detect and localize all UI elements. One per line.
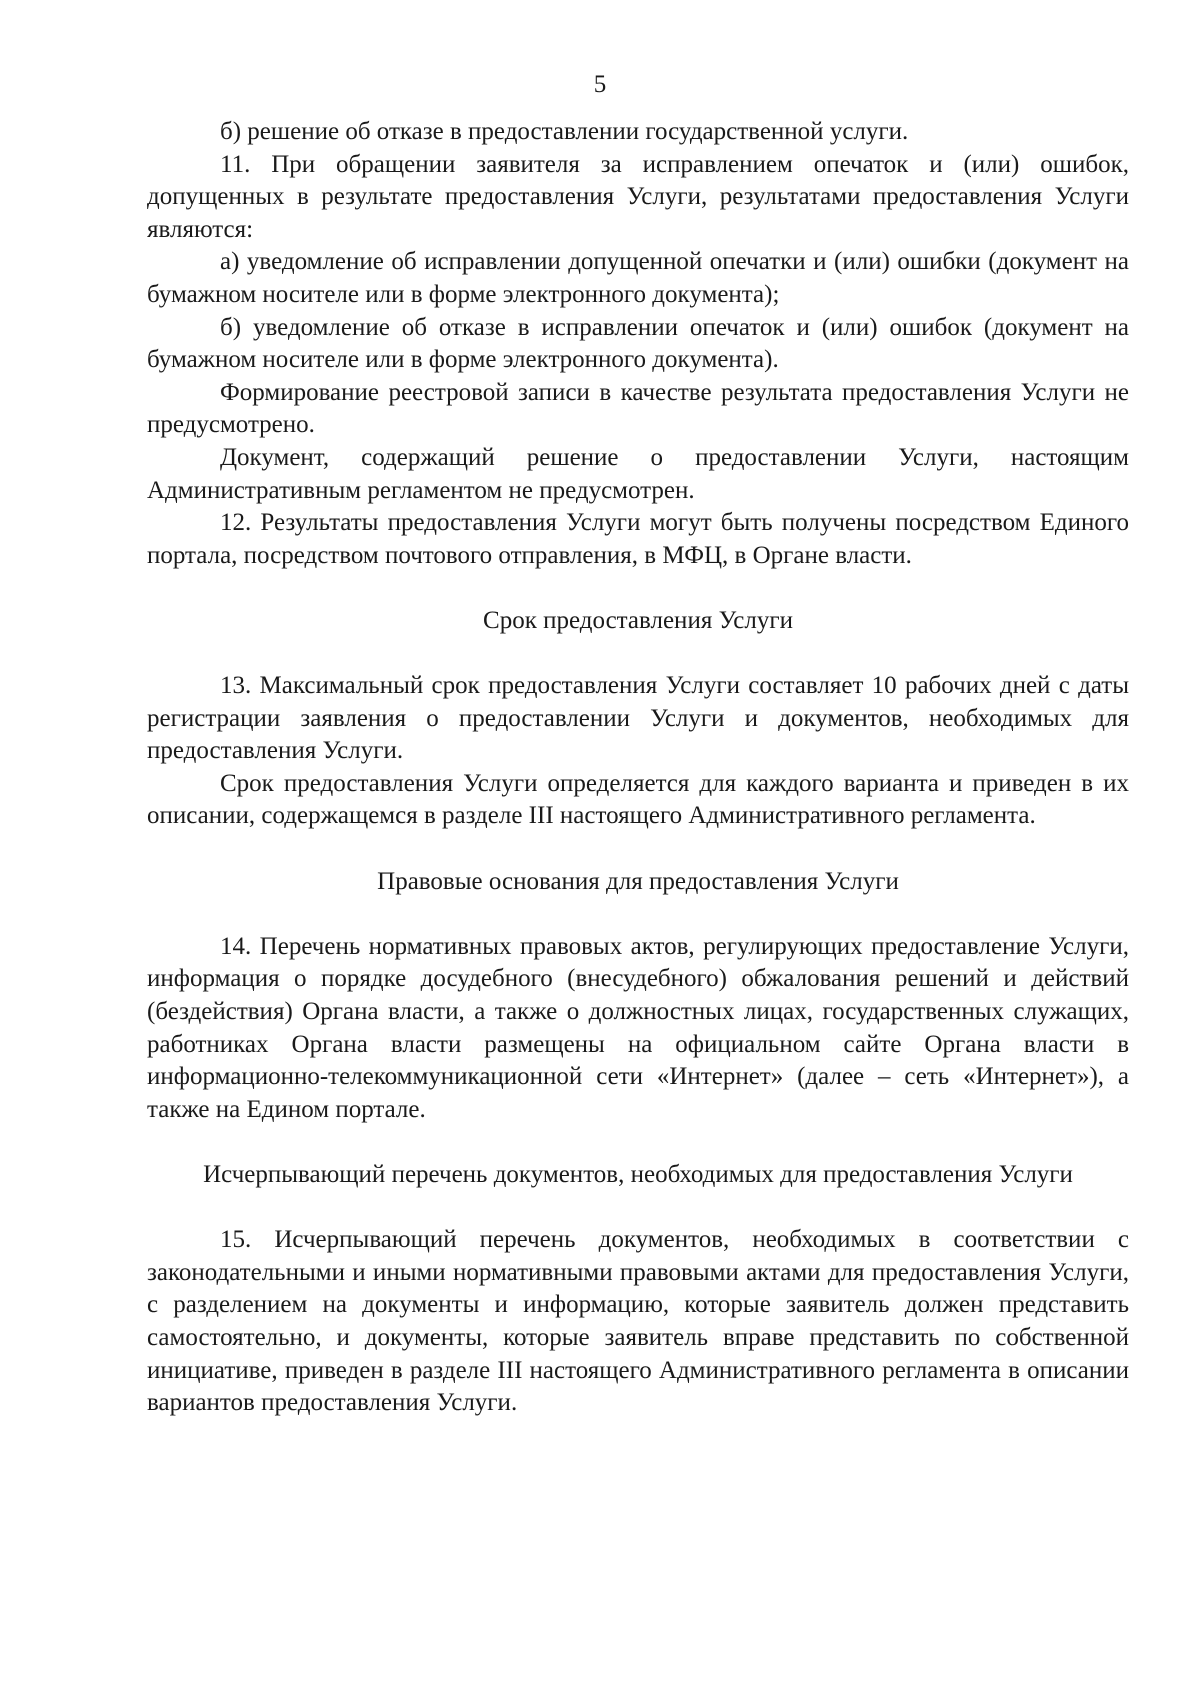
section-gap	[147, 572, 1129, 605]
para-11a: а) уведомление об исправлении допущенной опечатки и (или) ошибки (документ на бумажном носителе или в форме электронного документа);	[147, 248, 1129, 308]
section-gap	[147, 898, 1129, 931]
para-11: 11. При обращении заявителя за исправлением опечаток и (или) ошибок, допущенных в результате предоставления Услуги, результатами предоставления Услуги являются:	[147, 150, 1129, 243]
para-13-term-variant: Срок предоставления Услуги определяется для каждого варианта и приведен в их описании, содержащемся в разделе III настоящего Административного регламента.	[147, 769, 1129, 830]
section-gap	[147, 1126, 1129, 1159]
para-12: 12. Результаты предоставления Услуги могут быть получены посредством Единого портала, посредством почтового отправления, в МФЦ, в Органе власти.	[147, 509, 1129, 569]
heading-legal-grounds: Правовые основания для предоставления Услуги	[377, 867, 899, 895]
para-10b: б) решение об отказе в предоставлении государственной услуги.	[220, 118, 909, 145]
document-body	[147, 116, 1129, 1420]
para-15: 15. Исчерпывающий перечень документов, необходимых в соответствии с законодательными и иными нормативными правовыми актами для предоставления Услуги, с разделением на документы и информацию, которые заявитель должен представить самостоятельно, и документы, которые заявитель вправе представить по собственной инициативе, приведен в разделе III настоящего Административного регламента в описании вариантов предоставления Услуги.	[147, 1226, 1129, 1417]
section-gap	[147, 833, 1129, 866]
para-13: 13. Максимальный срок предоставления Услуги составляет 10 рабочих дней с даты регистрации заявления о предоставлении Услуги и документов, необходимых для предоставления Услуги.	[147, 672, 1129, 765]
section-gap	[147, 638, 1129, 671]
para-decision-document: Документ, содержащий решение о предоставлении Услуги, настоящим Административным регламентом не предусмотрен.	[147, 443, 1129, 504]
heading-documents-list: Исчерпывающий перечень документов, необходимых для предоставления Услуги	[203, 1161, 1073, 1188]
heading-service-term: Срок предоставления Услуги	[483, 606, 793, 634]
para-14: 14. Перечень нормативных правовых актов, регулирующих предоставление Услуги, информация о порядке досудебного (внесудебного) обжалования решений и действий (бездействия) Органа власти, а также о должностных лицах, государственных служащих, работниках Органа власти размещены на официальном сайте Органа власти в информационно-телекоммуникационной сети «Интернет» (далее – сеть «Интернет»), а также на Едином портале.	[147, 932, 1129, 1123]
section-gap	[147, 1192, 1129, 1225]
para-11b: б) уведомление об отказе в исправлении опечаток и (или) ошибок (документ на бумажном носителе или в форме электронного документа).	[147, 313, 1129, 374]
para-registry-record: Формирование реестровой записи в качестве результата предоставления Услуги не предусмотрено.	[147, 378, 1129, 439]
page-number: 5	[593, 71, 607, 98]
